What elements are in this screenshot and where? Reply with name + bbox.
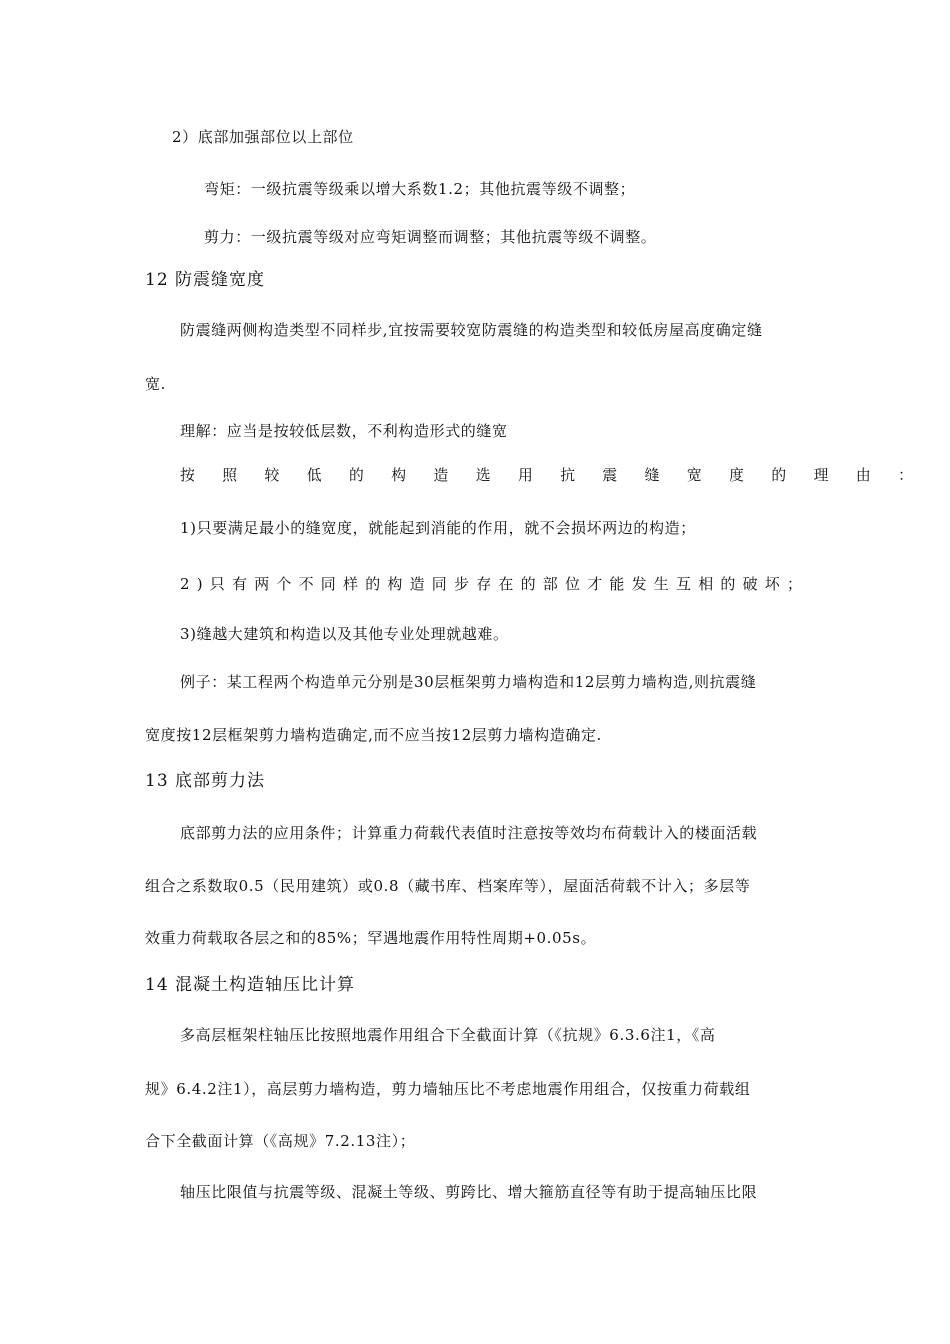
paragraph-shear: 剪力：一级抗震等级对应弯矩调整而调整；其他抗震等级不调整。: [204, 228, 657, 246]
list-item: 1)只要满足最小的缝宽度，就能起到消能的作用，就不会损坏两边的构造；: [180, 519, 696, 537]
paragraph-text: 宽度按12层框架剪力墙构造确定,而不应当按12层剪力墙构造确定.: [145, 726, 602, 744]
paragraph-text: 理解：应当是按较低层数，不利构造形式的缝宽: [180, 422, 508, 440]
section-heading-13: 13 底部剪力法: [145, 771, 266, 791]
list-item: 3)缝越大建筑和构造以及其他专业处理就越难。: [180, 625, 509, 643]
section-heading-14: 14 混凝土构造轴压比计算: [145, 975, 356, 995]
paragraph-moment: 弯矩：一级抗震等级乘以增大系数1.2；其他抗震等级不调整；: [204, 180, 636, 198]
paragraph-text: 按照较低的构造选用抗震缝宽度的理由：: [180, 466, 941, 484]
paragraph-text: 轴压比限值与抗震等级、混凝土等级、剪跨比、增大箍筋直径等有助于提高轴压比限: [180, 1183, 758, 1201]
subsection-heading: 2）底部加强部位以上部位: [172, 128, 354, 146]
paragraph-text: 效重力荷载取各层之和的85%；罕遇地震作用特性周期+0.05s。: [145, 929, 597, 947]
paragraph-text: 底部剪力法的应用条件；计算重力荷载代表值时注意按等效均布荷载计入的楼面活载: [180, 824, 758, 842]
paragraph-text: 合下全截面计算（《高规》7.2.13注）；: [145, 1132, 416, 1150]
paragraph-text: 规》6.4.2注1），高层剪力墙构造，剪力墙轴压比不考虑地震作用组合，仅按重力荷载组: [145, 1080, 751, 1098]
paragraph-text: 宽.: [145, 375, 166, 393]
section-heading-12: 12 防震缝宽度: [145, 270, 266, 290]
paragraph-text: 例子：某工程两个构造单元分别是30层框架剪力墙构造和12层剪力墙构造,则抗震缝: [180, 673, 757, 691]
paragraph-text: 防震缝两侧构造类型不同样步,宜按需要较宽防震缝的构造类型和较低房屋高度确定缝: [180, 321, 763, 339]
paragraph-text: 多高层框架柱轴压比按照地震作用组合下全截面计算（《抗规》6.3.6注1，《高: [180, 1026, 716, 1044]
paragraph-text: 组合之系数取0.5（民用建筑）或0.8（藏书库、档案库等），屋面活荷载不计入；多层等: [145, 877, 751, 895]
list-item: 2)只有两个不同样的构造同步存在的部位才能发生互相的破坏；: [180, 575, 810, 593]
